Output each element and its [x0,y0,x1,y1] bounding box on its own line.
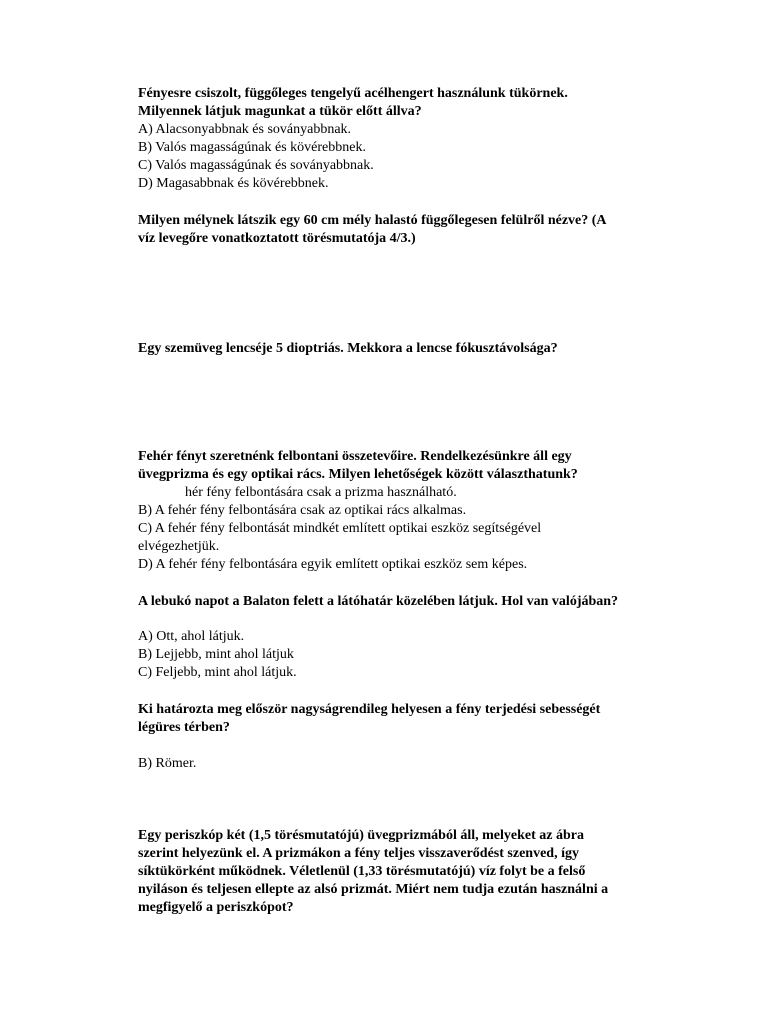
question-2-text-line-2: víz levegőre vonatkoztatott törésmutatója 4/3.) [138,231,416,246]
question-1-option-d: D) Magasabbnak és kövérebbnek. [138,176,329,191]
question-6-text-line-2: légüres térben? [138,720,230,735]
question-7-text-line-4: nyiláson és teljesen ellepte az alsó prizmát. Miért nem tudja ezután használni a [138,882,609,897]
question-1-option-c: C) Valós magasságúnak és soványabbnak. [138,158,374,173]
question-5-option-b: B) Lejjebb, mint ahol látjuk [138,647,294,662]
question-1-text-line-2: Milyennek látjuk magunkat a tükör előtt állva? [138,104,422,119]
question-2-text-line-1: Milyen mélynek látszik egy 60 cm mély halastó függőlegesen felülről nézve? (A [138,213,607,228]
question-7-text-line-5: megfigyelő a periszkópot? [138,900,294,915]
question-4-option-c-line-2: elvégezhetjük. [138,539,220,554]
question-5-option-a: A) Ott, ahol látjuk. [138,629,245,644]
question-7-text-line-2: szerint helyezünk el. A prizmákon a fény teljes visszaverődést szenved, így [138,846,579,861]
question-3-text-line-1: Egy szemüveg lencséje 5 dioptriás. Mekkora a lencse fókusztávolsága? [138,341,558,356]
question-6-option-b: B) Römer. [138,756,197,771]
question-5-text-line-1: A lebukó napot a Balaton felett a látóhatár közelében látjuk. Hol van valójában? [138,594,619,609]
question-1-option-b: B) Valós magasságúnak és kövérebbnek. [138,140,366,155]
question-1-text-line-1: Fényesre csiszolt, függőleges tengelyű acélhengert használunk tükörnek. [138,86,568,101]
question-7-text-line-1: Egy periszkóp két (1,5 törésmutatójú) üvegprizmából áll, melyeket az ábra [138,828,584,843]
question-4-text-line-2: üvegprizma és egy optikai rács. Milyen lehetőségek között választhatunk? [138,467,578,482]
question-4-option-b: B) A fehér fény felbontására csak az optikai rács alkalmas. [138,503,467,518]
question-4-text-line-1: Fehér fényt szeretnénk felbontani összetevőire. Rendelkezésünkre áll egy [138,449,572,464]
question-4-option-c-line-1: C) A fehér fény felbontását mindkét említett optikai eszköz segítségével [138,521,542,536]
question-7-text-line-3: síktükörként működnek. Véletlenül (1,33 törésmutatójú) víz folyt be a felső [138,864,586,879]
question-6-text-line-1: Ki határozta meg először nagyságrendileg helyesen a fény terjedési sebességét [138,702,601,717]
question-4-option-a: hér fény felbontására csak a prizma használható. [185,485,457,500]
question-4-option-d: D) A fehér fény felbontására egyik említett optikai eszköz sem képes. [138,557,528,572]
question-1-option-a: A) Alacsonyabbnak és soványabbnak. [138,122,352,137]
question-5-option-c: C) Feljebb, mint ahol látjuk. [138,665,297,680]
